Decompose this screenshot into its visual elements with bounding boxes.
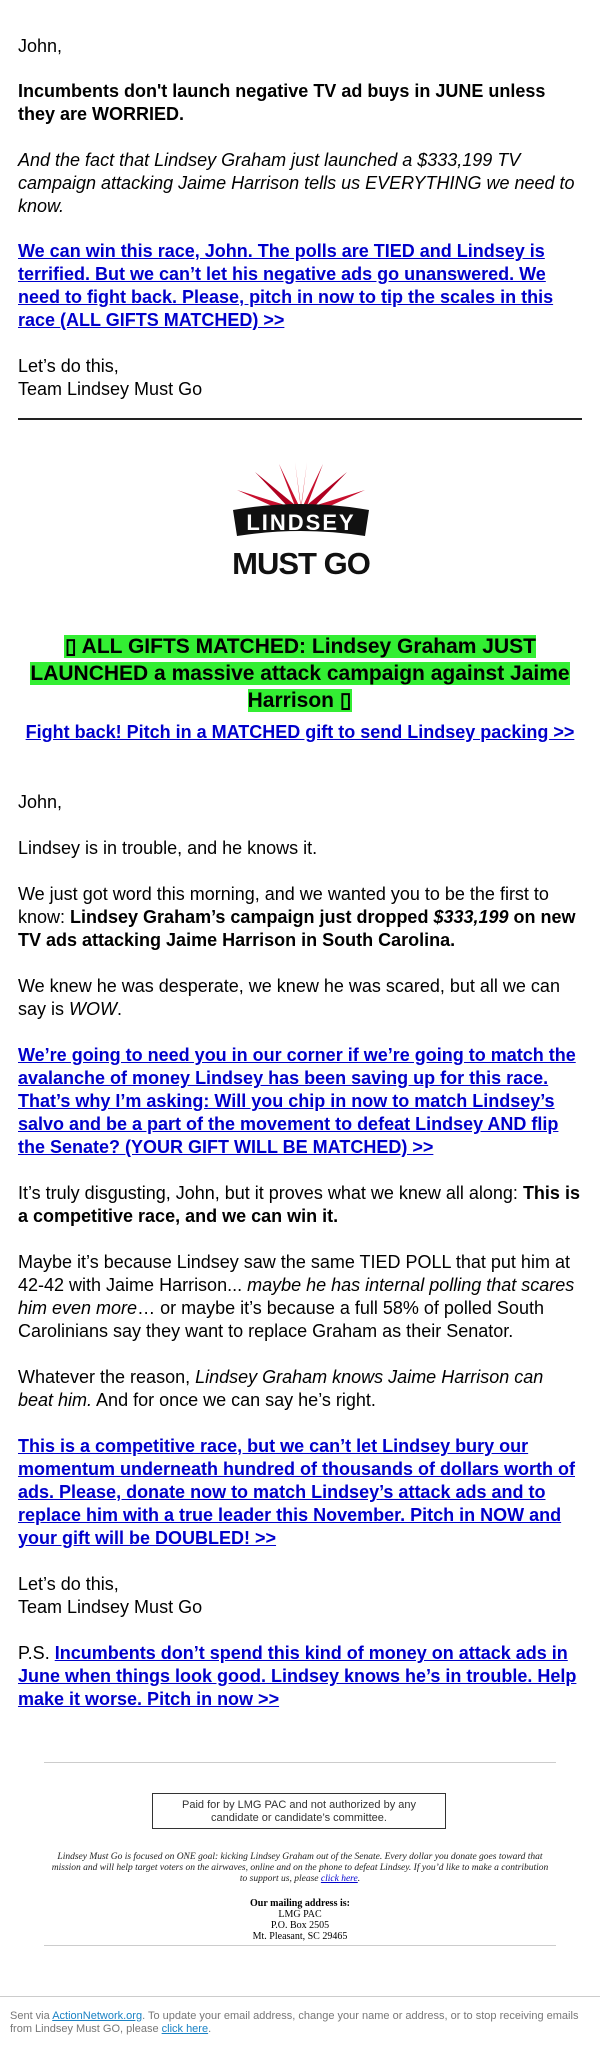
footer-prefix: Sent via <box>10 2010 53 2022</box>
mailing-address <box>150 1898 450 1942</box>
body-p3 <box>18 975 582 1021</box>
body-p5 <box>18 1251 582 1343</box>
body-p5-start: Maybe it’s because Lindsey saw the same TIED POLL that put him at 42-42 with Jaime Harrison... <box>18 1252 570 1295</box>
body-p2 <box>18 883 582 952</box>
ps-donate-link[interactable]: Incumbents don’t spend this kind of money on attack ads in June when things look good. Lindsey knows he’s in trouble. Help make it worse. Pitch in now >> <box>18 1643 577 1709</box>
legal-divider-bottom <box>44 1945 556 1946</box>
body-donate-link-1[interactable]: We’re going to need you in our corner if we’re going to match the avalanche of money Lindsey has been saving up for this race. That’s why I’m asking: Will you chip in now to match Lindsey’s salvo and be a part of the movement to defeat Lindsey AND flip the Senate? (YOUR GIFT WILL BE MATCHED) >> <box>18 1045 576 1157</box>
matched-banner <box>18 633 582 744</box>
banner-donate-link[interactable]: Fight back! Pitch in a MATCHED gift to send Lindsey packing >> <box>25 722 575 742</box>
body-p2-start: We just got word this morning, and we wanted you to be the first to know: <box>18 884 549 927</box>
body-p2-bold-a: Lindsey Graham’s campaign just dropped <box>70 907 434 927</box>
banner-headline: ALL GIFTS MATCHED: Lindsey Graham JUST LAUNCHED a massive attack campaign against Jaime Harrison <box>30 635 570 712</box>
logo-line2: MUST GO <box>232 546 370 581</box>
legal-divider-top <box>44 1762 556 1763</box>
body-p3-start: We knew he was desperate, we knew he was scared, but all we can say is <box>18 976 560 1019</box>
footer-middle: . To update your email address, change your name or address, or to stop receiving emails from Lindsey Must GO, please <box>10 2010 579 2035</box>
logo-line1: LINDSEY <box>246 510 356 535</box>
banner-headline-highlight <box>30 635 569 712</box>
body-link-2-block <box>18 1435 582 1550</box>
legal-blurb <box>48 1852 552 1885</box>
body-p6 <box>18 1366 582 1412</box>
body-signoff-line2: Team Lindsey Must Go <box>18 1597 203 1617</box>
intro-signoff-line2: Team Lindsey Must Go <box>18 379 203 399</box>
body-p6-italic: Lindsey Graham knows Jaime Harrison can beat him. <box>18 1367 544 1410</box>
intro-donate-link[interactable]: We can win this race, John. The polls are TIED and Lindsey is terrified. But we can’t let his negative ads go unanswered. We need to fight back. Please, pitch in now to tip the scales in this race (ALL GIFTS MATCHED) >> <box>18 241 554 330</box>
body-p5-italic: maybe he has internal polling that scares him even more <box>18 1275 575 1318</box>
intro-signoff <box>18 355 582 401</box>
intro-greeting: John, <box>18 36 63 56</box>
body-p2-bold-b: on new TV ads attacking Jaime Harrison in South Carolina. <box>18 907 576 950</box>
body-link-1-block <box>18 1044 582 1159</box>
address-line3: Mt. Pleasant, SC 29465 <box>252 1931 348 1942</box>
body-ps <box>18 1642 582 1711</box>
paid-for-disclaimer: Paid for by LMG PAC and not authorized by any candidate or candidate’s committee. <box>152 1793 446 1829</box>
body-signoff-line1: Let’s do this, <box>18 1574 119 1594</box>
legal-blurb-text: Lindsey Must Go is focused on ONE goal: kicking Lindsey Graham out of the Senate. Every dollar you donate goes toward that mission and will help target voters on the airwaves, online and on the phone to defeat Lindsey. If you’d like to make a contribution to support us, please <box>51 1852 549 1884</box>
intro-italic-text: And the fact that Lindsey Graham just launched a $333,199 TV campaign attacking Jaime Harrison tells us EVERYTHING we need to know. <box>18 150 575 216</box>
body-p4 <box>18 1182 582 1228</box>
body-p6-start: Whatever the reason, <box>18 1367 196 1387</box>
body-p3-wow: WOW <box>69 999 117 1019</box>
body-p4-start: It’s truly disgusting, John, but it proves what we knew all along: <box>18 1183 523 1203</box>
body-signoff <box>18 1573 582 1619</box>
actionnetwork-link[interactable]: ActionNetwork.org <box>52 2010 143 2022</box>
lindsey-must-go-logo <box>225 462 377 586</box>
legal-blurb-end: . <box>357 1874 361 1884</box>
intro-donate-link-block <box>18 240 582 332</box>
body-p5-end: … or maybe it’s because a full 58% of polled South Carolinians say they want to replace Graham as their Senator. <box>18 1298 544 1341</box>
ps-label: P.S. <box>18 1643 55 1663</box>
body-p6-end: And for once we can say he’s right. <box>92 1390 376 1410</box>
body-p3-end: . <box>117 999 123 1019</box>
body-p2-amount: $333,199 <box>433 907 509 927</box>
legal-click-here-link[interactable]: click here <box>320 1874 358 1884</box>
unsubscribe-link[interactable]: click here <box>161 2023 209 2035</box>
divider <box>18 418 582 420</box>
body-p1: Lindsey is in trouble, and he knows it. <box>18 838 318 858</box>
alert-icon-left: ▯ <box>65 635 82 658</box>
footer-divider <box>0 1996 600 1997</box>
footer-end: . <box>208 2023 212 2035</box>
intro-signoff-line1: Let’s do this, <box>18 356 119 376</box>
body-greeting: John, <box>18 792 63 812</box>
body-donate-link-2[interactable]: This is a competitive race, but we can’t let Lindsey bury our momentum underneath hundred of thousands of dollars worth of ads. Please, donate now to match Lindsey’s attack ads and to replace him with a true leader this November. Pitch in NOW and your gift will be DOUBLED! >> <box>18 1436 575 1548</box>
address-line1: LMG PAC <box>278 1909 322 1920</box>
alert-icon-right: ▯ <box>333 689 352 712</box>
intro-headline: Incumbents don't launch negative TV ad buys in JUNE unless they are WORRIED. <box>18 81 546 124</box>
footer <box>10 2010 592 2036</box>
body-p4-bold: This is a competitive race, and we can win it. <box>18 1183 580 1226</box>
address-label: Our mailing address is: <box>250 1898 350 1909</box>
address-line2: P.O. Box 2505 <box>270 1920 330 1931</box>
